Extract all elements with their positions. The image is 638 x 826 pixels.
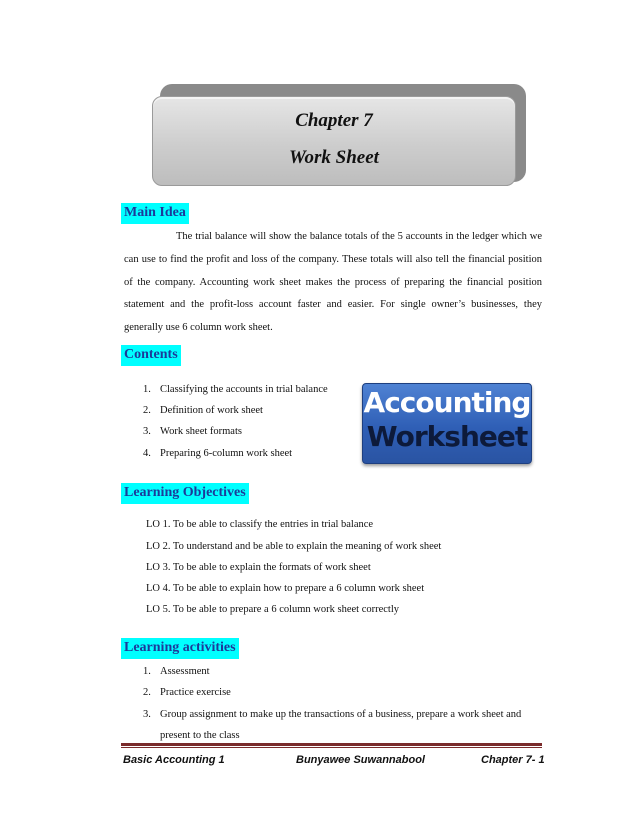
chapter-banner	[152, 96, 516, 186]
accounting-worksheet-badge	[362, 383, 532, 464]
objective-item: LO 2. To understand and be able to explain the meaning of work sheet	[146, 541, 442, 552]
main-idea-heading: Main Idea	[121, 203, 189, 224]
footer-rule-thin	[121, 747, 542, 748]
objective-item: LO 1. To be able to classify the entries in trial balance	[146, 519, 374, 530]
chapter-subtitle: Work Sheet	[289, 147, 379, 168]
footer-rule	[121, 743, 542, 746]
objective-item: LO 4. To be able to explain how to prepare a 6 column work sheet	[146, 583, 425, 594]
chapter-title: Chapter 7	[295, 110, 373, 131]
footer-author: Bunyawee Suwannabool	[296, 754, 425, 766]
objective-item: LO 5. To be able to prepare a 6 column work sheet correctly	[146, 604, 400, 615]
footer-page: Chapter 7- 1	[481, 754, 545, 766]
contents-heading: Contents	[121, 345, 181, 366]
objectives-heading: Learning Objectives	[121, 483, 249, 504]
badge-line-2: Worksheet	[366, 420, 528, 453]
objective-item: LO 3. To be able to explain the formats of work sheet	[146, 562, 371, 573]
badge-line-1: Accounting	[363, 386, 531, 419]
activities-heading: Learning activities	[121, 638, 239, 659]
main-idea-paragraph	[124, 226, 542, 340]
main-idea-text: The trial balance will show the balance totals of the 5 accounts in the ledger which we can use to find the profit and loss of the company. These totals will also tell the financial position of the company. Accounting work sheet makes the process of preparing the financial position statement and the profit-loss account faster and easier. For single owner’s businesses, they generally use 6 column work sheet.	[124, 231, 542, 334]
footer-course: Basic Accounting 1	[123, 754, 225, 766]
